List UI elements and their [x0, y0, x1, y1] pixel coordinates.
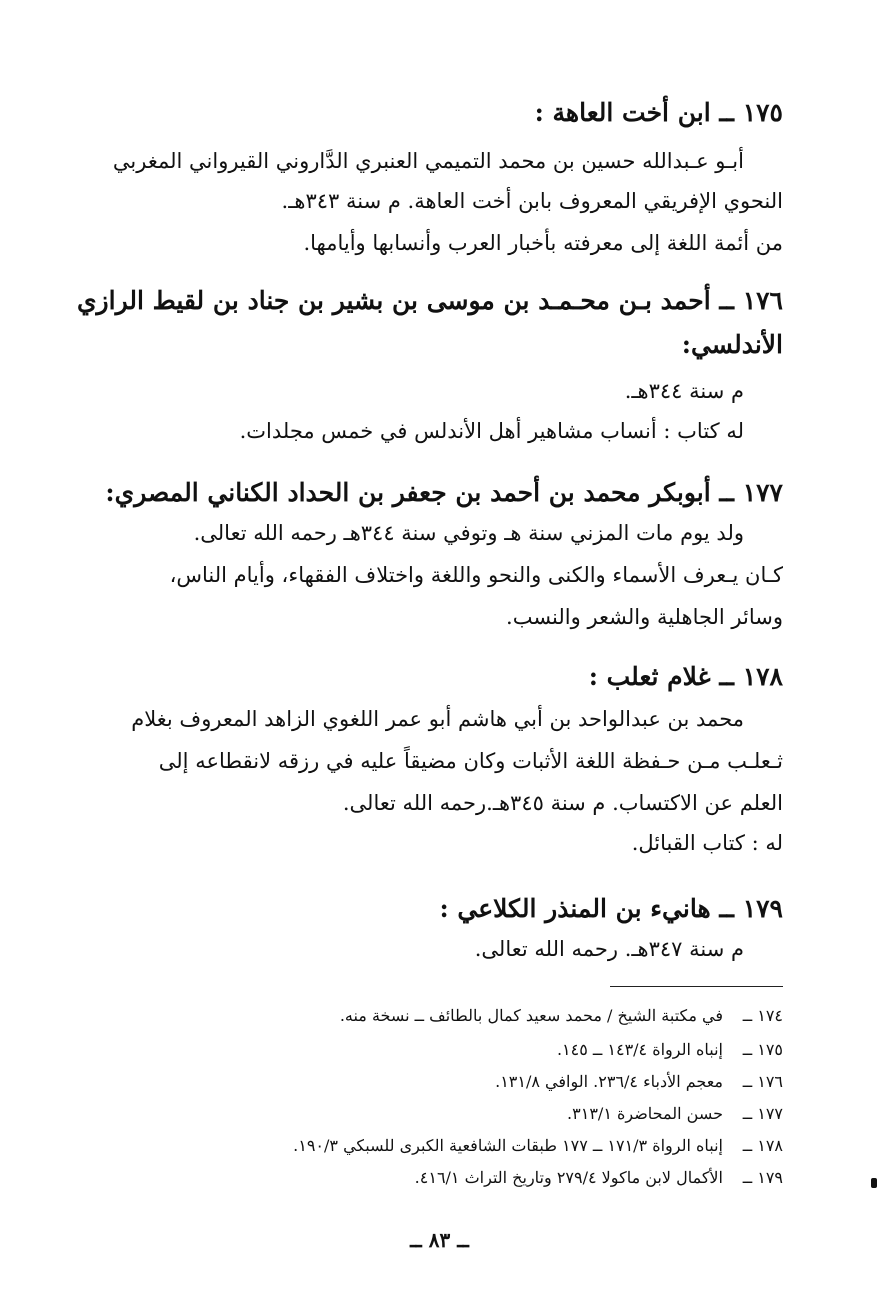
- footnote-item: [567, 1102, 783, 1126]
- footnote-item: [495, 1070, 783, 1094]
- entry-179-text-line: م سنة ٣٤٧هـ. رحمه الله تعالى.: [474, 937, 744, 961]
- entry-177-text-line: ولد يوم مات المزني سنة هـ وتوفي سنة ٣٤٤هـ رحمه الله تعالى.: [193, 521, 744, 545]
- footnote-number: ١٧٨ ــ: [742, 1136, 783, 1155]
- footnote-item: [293, 1134, 783, 1158]
- footnote-number: ١٧٤ ــ: [742, 1006, 783, 1025]
- entry-178-text-line: محمد بن عبدالواحد بن أبي هاشم أبو عمر اللغوي الزاهد المعروف بغلام: [131, 707, 744, 731]
- footnote-text: إنباه الرواة ١٤٣/٤ ــ ١٤٥.: [556, 1040, 723, 1059]
- scan-edge-mark: [871, 1178, 877, 1188]
- footnote-number: ١٧٥ ــ: [742, 1040, 783, 1059]
- entry-178-text-line: ثـعلـب مـن حـفظة اللغة الأثبات وكان مضيقاً عليه في رزقه لانقطاعه إلى: [158, 749, 783, 773]
- entry-178-text-line: العلم عن الاكتساب. م سنة ٣٤٥هـ.رحمه الله تعالى.: [342, 791, 783, 815]
- entry-176-heading: ١٧٦ ــ أحمد بـن محـمـد بن موسى بن بشير بن جناد بن لقيط الرازي: [76, 286, 783, 315]
- entry-175-text-line: من أئمة اللغة إلى معرفته بأخبار العرب وأنسابها وأيامها.: [303, 231, 783, 255]
- footnote-text: في مكتبة الشيخ / محمد سعيد كمال بالطائف ــ نسخة منه.: [339, 1006, 723, 1025]
- entry-176-heading-continued: الأندلسي:: [681, 330, 783, 359]
- entry-177-text-line: كـان يـعرف الأسماء والكنى والنحو واللغة واختلاف الفقهاء، وأيام الناس،: [169, 563, 783, 587]
- entry-175-heading: ١٧٥ ــ ابن أخت العاهة :: [534, 98, 783, 127]
- entry-176-text-line: له كتاب : أنساب مشاهير أهل الأندلس في خمس مجلدات.: [239, 419, 744, 443]
- entry-177-text-line: وسائر الجاهلية والشعر والنسب.: [506, 605, 783, 629]
- footnote-text: معجم الأدباء ٢٣٦/٤. الوافي ١٣١/٨.: [495, 1072, 723, 1091]
- footnote-item: [340, 1004, 783, 1028]
- entry-177-heading: ١٧٧ ــ أبوبكر محمد بن أحمد بن جعفر بن الحداد الكناني المصري:: [105, 478, 783, 507]
- footnote-number: ١٧٦ ــ: [742, 1072, 783, 1091]
- footnote-number: ١٧٩ ــ: [742, 1168, 783, 1187]
- entry-175-text-line: النحوي الإفريقي المعروف بابن أخت العاهة. م سنة ٣٤٣هـ.: [281, 189, 783, 213]
- entry-178-text-line: له : كتاب القبائل.: [631, 831, 783, 855]
- footnote-text: إنباه الرواة ١٧١/٣ ــ ١٧٧ طبقات الشافعية الكبرى للسبكي ١٩٠/٣.: [293, 1136, 723, 1155]
- footnote-item: [557, 1038, 783, 1062]
- entry-178-heading: ١٧٨ ــ غلام ثعلب :: [588, 662, 783, 691]
- page-number: ــ ٨٣ ــ: [410, 1228, 469, 1252]
- entry-175-text-line: أبـو عـبدالله حسين بن محمد التميمي العنبري الدَّاروني القيرواني المغربي: [112, 149, 744, 173]
- footnote-item: [415, 1166, 783, 1190]
- entry-179-heading: ١٧٩ ــ هانيء بن المنذر الكلاعي :: [439, 894, 783, 923]
- footnote-text: الأكمال لابن ماكولا ٢٧٩/٤ وتاريخ التراث ٤١٦/١.: [414, 1168, 723, 1187]
- footnote-divider: [610, 986, 783, 987]
- footnote-text: حسن المحاضرة ٣١٣/١.: [567, 1104, 723, 1123]
- entry-176-text-line: م سنة ٣٤٤هـ.: [624, 379, 744, 403]
- footnote-number: ١٧٧ ــ: [742, 1104, 783, 1123]
